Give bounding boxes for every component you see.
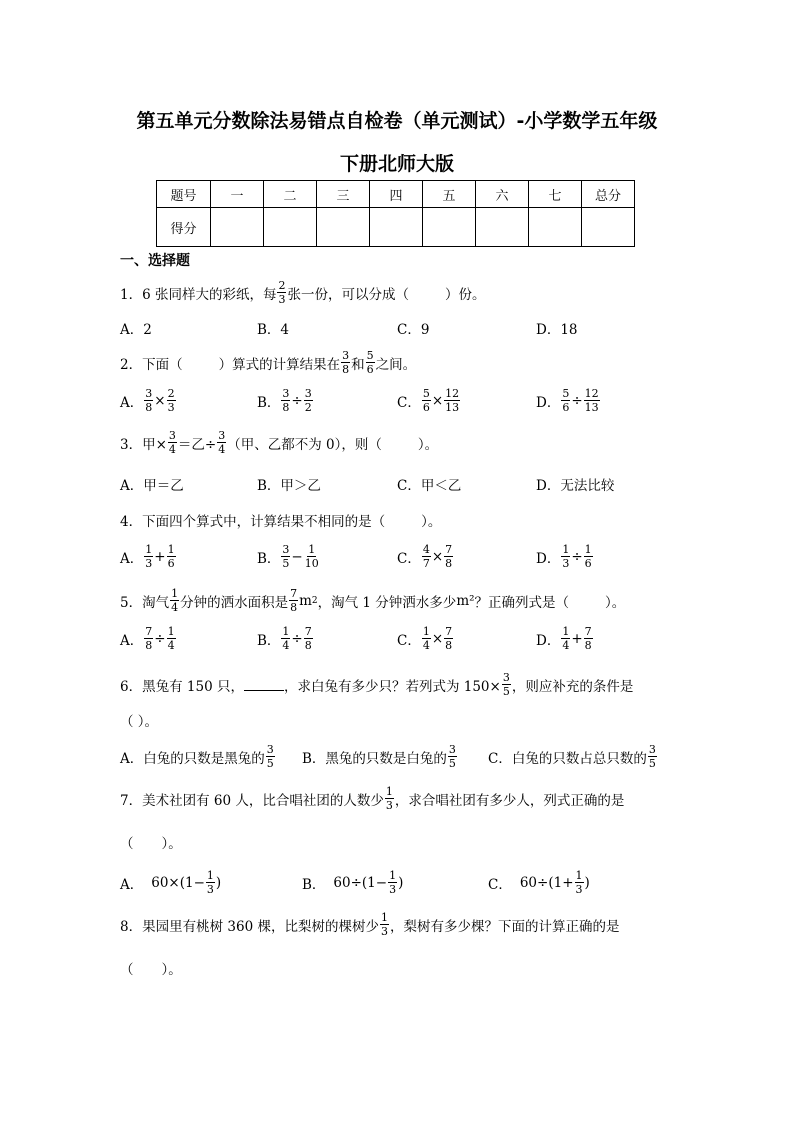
score-table-score-row <box>157 208 635 247</box>
question-text: ＝乙÷ <box>177 436 217 453</box>
option-c[interactable]: C． 60÷(1+ $\frac{1}{3}$ ) <box>488 869 590 896</box>
unit-exponent: 2 <box>311 595 318 606</box>
question-text: ）。 <box>605 594 626 611</box>
answer-blank[interactable] <box>244 678 284 691</box>
question-text: ）份。 <box>444 286 486 303</box>
question-number: 3． <box>120 436 143 453</box>
question-3 <box>120 430 438 455</box>
option-b[interactable]: B． 60÷(1− $\frac{1}{3}$ ) <box>302 869 404 896</box>
option-a[interactable]: A．甲＝乙 <box>120 478 184 494</box>
question-text: ，求合唱社团有多少人，列式正确的是 <box>394 792 625 809</box>
exam-title: 第五单元分数除法易错点自检卷（单元测试）-小学数学五年级 <box>136 110 658 132</box>
question-text: ）。 <box>421 514 442 530</box>
question-7-continued: （ ）。 <box>120 836 182 852</box>
option-b[interactable]: B． $\frac{3}{5}$ − $\frac{1}{10}$ <box>257 543 319 570</box>
fraction: $\frac{7}{8}$ <box>290 587 298 614</box>
score-header-cell: 七 <box>529 181 582 208</box>
option-b[interactable]: B．4 <box>257 322 290 338</box>
question-text: ，则应补充的条件是 <box>511 678 634 695</box>
question-6-continued: （ ）。 <box>120 714 159 730</box>
option-c[interactable]: C．白兔的只数占总只数的 $\frac{3}{5}$ <box>488 743 656 770</box>
score-header-cell: 总分 <box>582 181 635 208</box>
question-8 <box>120 912 619 937</box>
question-6 <box>120 672 633 697</box>
option-c[interactable]: C． $\frac{4}{7}$ × $\frac{7}{8}$ <box>397 543 453 570</box>
question-text: ）。 <box>417 436 439 453</box>
score-cell[interactable] <box>476 208 529 247</box>
score-table <box>156 180 635 247</box>
option-c[interactable]: C． $\frac{1}{4}$ × $\frac{7}{8}$ <box>397 625 453 652</box>
question-text: 分钟的洒水面积是 <box>180 594 289 611</box>
question-text: 果园里有桃树 360 棵，比梨树的棵树少 <box>142 918 379 935</box>
fraction: $\frac{3}{5}$ <box>502 671 510 698</box>
question-number: 6． <box>120 678 143 695</box>
fraction: $\frac{2}{3}$ <box>278 279 286 306</box>
question-number: 1． <box>120 286 143 303</box>
question-text: 甲× <box>142 436 167 453</box>
score-cell[interactable] <box>264 208 317 247</box>
option-a[interactable]: A． $\frac{1}{3}$ + $\frac{1}{6}$ <box>120 543 175 570</box>
option-d[interactable]: D． $\frac{5}{6}$ ÷ $\frac{12}{13}$ <box>536 387 599 414</box>
score-header-cell: 二 <box>264 181 317 208</box>
option-b[interactable]: B．甲＞乙 <box>257 478 321 494</box>
score-header-cell: 六 <box>476 181 529 208</box>
question-text: 6 张同样大的彩纸，每 <box>142 286 277 303</box>
question-text: 和 <box>351 356 365 373</box>
question-5 <box>120 588 625 613</box>
question-number: 4． <box>120 514 143 530</box>
score-cell[interactable] <box>211 208 264 247</box>
question-text: ，梨树有多少棵？下面的计算正确的是 <box>389 918 620 935</box>
option-d[interactable]: D． $\frac{1}{3}$ ÷ $\frac{1}{6}$ <box>536 543 592 570</box>
fraction: $\frac{3}{4}$ <box>218 429 226 456</box>
question-text: 黑兔有 150 只， <box>142 678 244 695</box>
question-number: 8． <box>120 918 143 935</box>
score-row-label: 得分 <box>157 208 211 247</box>
fraction: $\frac{1}{4}$ <box>171 587 179 614</box>
question-text: ，求白兔有多少只？若列式为 150× <box>283 678 501 695</box>
option-c[interactable]: C．9 <box>397 322 430 338</box>
score-cell[interactable] <box>529 208 582 247</box>
question-1 <box>120 280 485 305</box>
question-text: 张一份，可以分成（ <box>287 286 409 303</box>
question-text: ，淘气 1 分钟洒水多少 <box>317 594 457 611</box>
unit: m² <box>456 592 475 609</box>
question-7 <box>120 786 624 811</box>
option-a[interactable]: A．白兔的只数是黑兔的 $\frac{3}{5}$ <box>120 743 274 770</box>
score-header-cell: 三 <box>317 181 370 208</box>
option-d[interactable]: D．无法比较 <box>536 478 615 494</box>
score-cell[interactable] <box>317 208 370 247</box>
score-cell[interactable] <box>423 208 476 247</box>
question-number: 5． <box>120 594 143 611</box>
question-number: 7． <box>120 792 143 809</box>
question-4 <box>120 510 441 530</box>
question-8-continued: （ ）。 <box>120 962 182 978</box>
option-c[interactable]: C． $\frac{5}{6}$ × $\frac{12}{13}$ <box>397 387 460 414</box>
question-number: 2． <box>120 356 143 373</box>
fraction: $\frac{1}{3}$ <box>385 785 393 812</box>
score-table-header-row <box>157 181 635 208</box>
option-d[interactable]: D．18 <box>536 322 578 338</box>
unit: m <box>299 592 312 609</box>
option-a[interactable]: A．2 <box>120 322 152 338</box>
section-title: 一、选择题 <box>120 253 190 269</box>
fraction: $\frac{3}{4}$ <box>168 429 176 456</box>
question-text: 美术社团有 60 人，比合唱社团的人数少 <box>142 792 384 809</box>
score-header-cell: 一 <box>211 181 264 208</box>
option-d[interactable]: D． $\frac{1}{4}$ + $\frac{7}{8}$ <box>536 625 592 652</box>
fraction: $\frac{5}{6}$ <box>366 349 374 376</box>
question-text: 下面四个算式中，计算结果不相同的是（ <box>142 514 386 530</box>
question-text: 下面（ <box>142 356 183 373</box>
fraction: $\frac{3}{8}$ <box>342 349 350 376</box>
score-cell[interactable] <box>370 208 423 247</box>
score-header-cell: 四 <box>370 181 423 208</box>
question-text: 淘气 <box>142 594 170 611</box>
fraction: $\frac{1}{3}$ <box>380 911 388 938</box>
question-text: （甲、乙都不为 0），则（ <box>227 436 382 453</box>
question-2 <box>120 350 416 375</box>
exam-subtitle: 下册北师大版 <box>339 153 454 175</box>
question-text: 之间。 <box>375 356 417 373</box>
score-header-cell: 题号 <box>157 181 211 208</box>
score-cell[interactable] <box>582 208 635 247</box>
option-c[interactable]: C．甲＜乙 <box>397 478 462 494</box>
score-header-cell: 五 <box>423 181 476 208</box>
option-a[interactable]: A． $\frac{7}{8}$ ÷ $\frac{1}{4}$ <box>120 625 175 652</box>
option-b[interactable]: B． $\frac{1}{4}$ ÷ $\frac{7}{8}$ <box>257 625 312 652</box>
question-text: ）算式的计算结果在 <box>218 356 341 373</box>
option-b[interactable]: B．黑兔的只数是白兔的 $\frac{3}{5}$ <box>302 743 456 770</box>
question-text: ？正确列式是（ <box>474 594 570 611</box>
option-a[interactable]: A． $\frac{3}{8}$ × $\frac{2}{3}$ <box>120 387 175 414</box>
option-a[interactable]: A． 60×(1− $\frac{1}{3}$ ) <box>120 869 222 896</box>
option-b[interactable]: B． $\frac{3}{8}$ ÷ $\frac{3}{2}$ <box>257 387 312 414</box>
